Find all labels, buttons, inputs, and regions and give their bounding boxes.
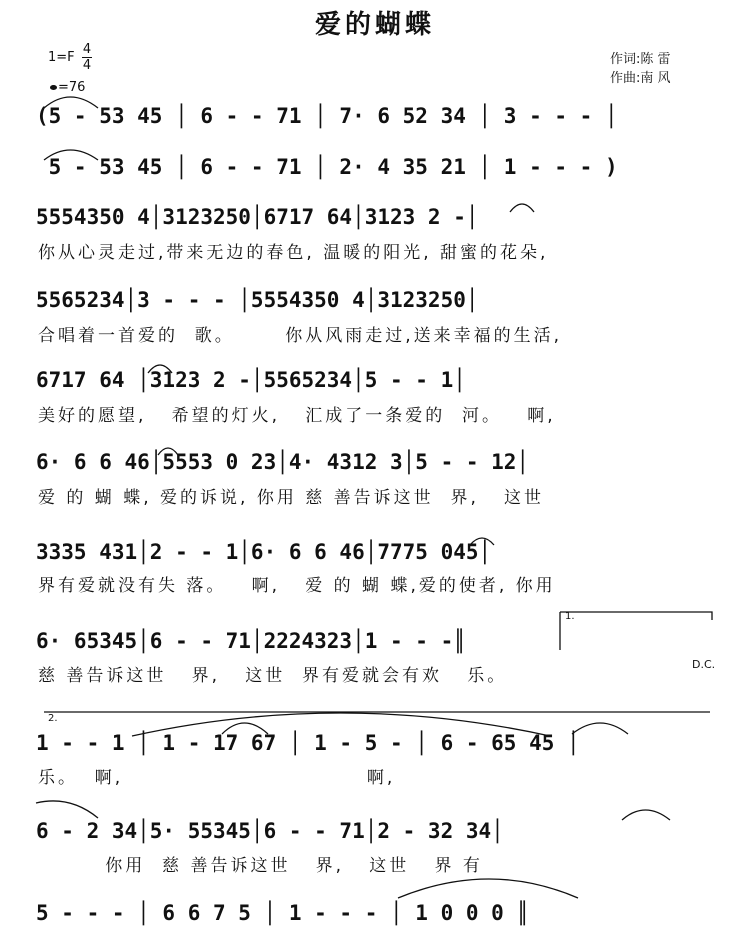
time-signature	[82, 42, 92, 73]
notation-row: 6· 6 6 46│5553 0 23│4· 4312 3│5 - - 12│	[36, 450, 530, 474]
lyric-line: 慈 善告诉这世 界, 这世 界有爱就会有欢 乐。	[38, 666, 508, 686]
lyric-line: 你用 慈 善告诉这世 界, 这世 界 有	[38, 856, 483, 876]
notation-row: 5565234│3 - - - │5554350 4│3123250│	[36, 288, 479, 312]
lyric-line: 美好的愿望, 希望的灯火, 汇成了一条爱的 河。 啊,	[38, 406, 556, 426]
key-signature: 1=F	[48, 50, 75, 65]
tempo-value: =76	[58, 80, 86, 95]
notation-row: 6 - 2 34│5· 55345│6 - - 71│2 - 32 34│	[36, 819, 504, 843]
composer: 作曲:南 风	[610, 71, 671, 86]
quarter-note-icon	[50, 85, 57, 90]
credits	[610, 50, 671, 88]
song-title: 爱的蝴蝶	[314, 10, 435, 40]
notation-row: 6· 65345│6 - - 71│2224323│1 - - -║	[36, 629, 466, 653]
time-signature-top: 4	[82, 42, 92, 57]
volta-2: 2.	[48, 713, 58, 724]
volta-1: 1.	[565, 611, 575, 622]
notation-row: 5554350 4│3123250│6717 64│3123 2 -│	[36, 205, 479, 229]
dc-marking: D.C.	[692, 658, 716, 671]
lyric-line: 乐。 啊, 啊,	[38, 768, 396, 788]
notation-row: 5 - 53 45 │ 6 - - 71 │ 2· 4 35 21 │ 1 - - - )	[36, 155, 618, 179]
lyric-line: 界有爱就没有失 落。 啊, 爱 的 蝴 蝶,爱的使者, 你用	[38, 576, 556, 596]
lyric-line: 合唱着一首爱的 歌。 你从风雨走过,送来幸福的生活,	[38, 326, 563, 346]
lyric-line: 你从心灵走过,带来无边的春色, 温暖的阳光, 甜蜜的花朵,	[38, 243, 549, 263]
notation-row: 1 - - 1 │ 1 - 17 67 │ 1 - 5 - │ 6 - 65 45 │	[36, 731, 580, 755]
tempo-marking	[50, 80, 85, 95]
notation-row: (5 - 53 45 │ 6 - - 71 │ 7· 6 52 34 │ 3 - - - │	[36, 104, 618, 128]
lyric-line: 爱 的 蝴 蝶, 爱的诉说, 你用 慈 善告诉这世 界, 这世	[38, 488, 545, 508]
notation-row: 3335 431│2 - - 1│6· 6 6 46│7775 045│	[36, 540, 492, 564]
time-signature-bottom: 4	[82, 58, 92, 73]
notation-row: 5 - - - │ 6 6 7 5 │ 1 - - - │ 1 0 0 0 ║	[36, 901, 530, 925]
lyricist: 作词:陈 雷	[610, 52, 671, 67]
notation-row: 6717 64 │3123 2 -│5565234│5 - - 1│	[36, 368, 466, 392]
